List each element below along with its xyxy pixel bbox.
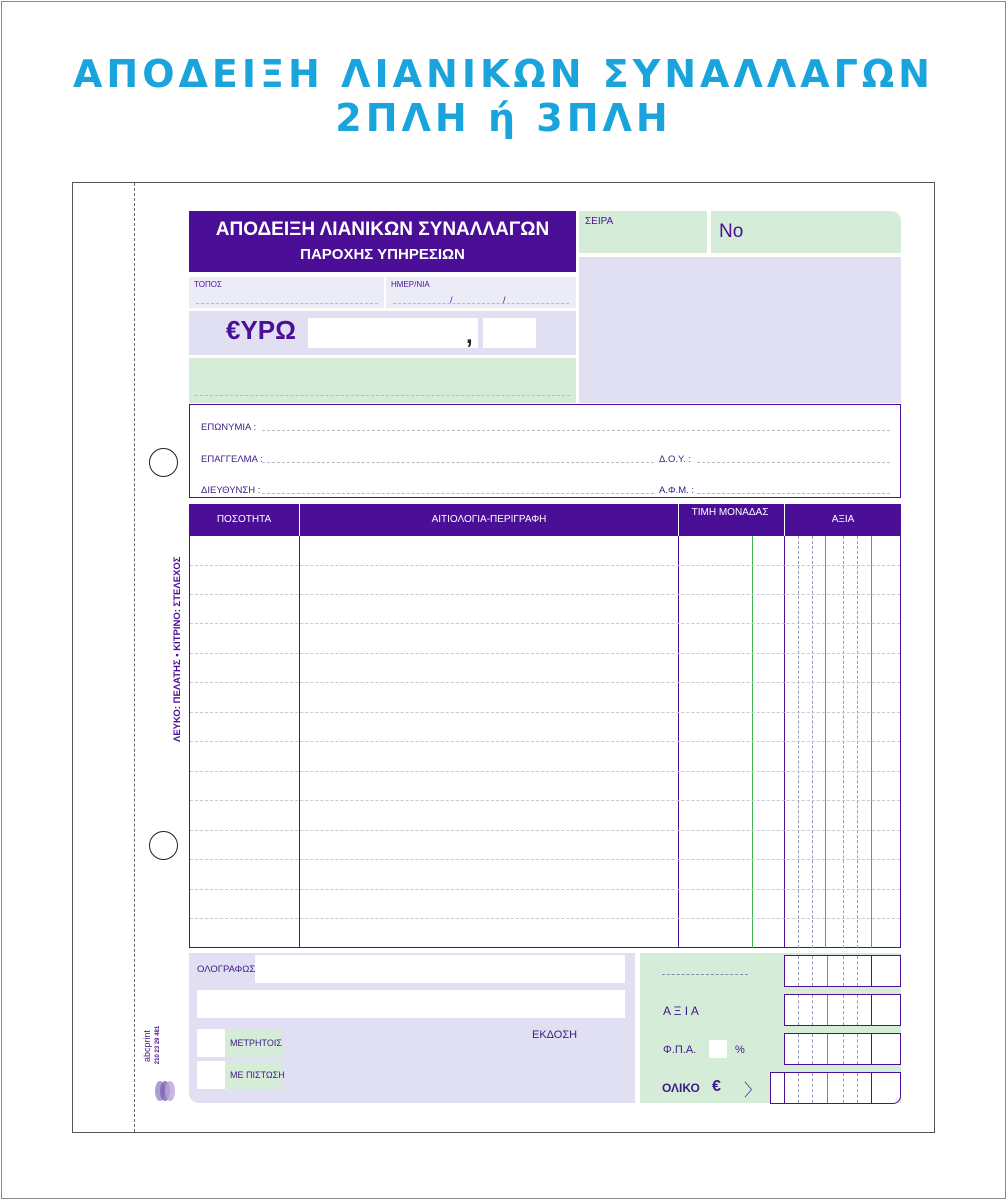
totals-dotted-line (662, 974, 748, 975)
dieythynsi-label: ΔΙΕΥΘΥΝΣΗ : (201, 485, 261, 496)
printer-logo-icon (152, 1080, 178, 1102)
total-label: ΟΛΙΚΟ (662, 1081, 700, 1095)
binder-hole-bottom (149, 831, 178, 860)
total-dash-3 (843, 1073, 844, 1103)
customer-block (189, 404, 901, 498)
vat-cents-divider (871, 1034, 872, 1064)
epaggelma-label: ΕΠΑΓΓΕΛΜΑ : (201, 454, 263, 465)
subtotal-green-divider (827, 956, 828, 986)
vat-dash-1 (798, 1034, 799, 1064)
subtotal-dash-3 (843, 956, 844, 986)
amount-words-dotted-line (195, 395, 570, 396)
currency-label: €ΥΡΩ (226, 315, 296, 345)
table-row (190, 859, 900, 860)
series-label: ΣΕΙΡΑ (585, 216, 614, 227)
col-divider-3 (784, 536, 785, 948)
issue-label: ΕΚΔΟΣΗ (532, 1029, 578, 1041)
date-separator-2: / (503, 295, 506, 305)
total-euro-sign: € (712, 1078, 721, 1095)
subtotal-dash-2 (812, 956, 813, 986)
total-cents-divider (871, 1073, 872, 1103)
cash-checkbox[interactable] (197, 1029, 225, 1057)
vat-dash-2 (812, 1034, 813, 1064)
number-label: No (719, 221, 744, 242)
value-dash-4 (857, 536, 858, 948)
table-row (190, 653, 900, 654)
value-label: Α Ξ Ι Α (663, 1004, 699, 1018)
ologrofos-input-1[interactable] (255, 955, 625, 983)
vat-percent-sign: % (735, 1044, 745, 1056)
stamp-area (579, 257, 901, 403)
value-green-divider (827, 995, 828, 1025)
total-dash-4 (857, 1073, 858, 1103)
dieythynsi-line[interactable] (262, 493, 654, 494)
table-row (190, 830, 900, 831)
items-table-body[interactable] (189, 536, 901, 948)
vat-green-divider (827, 1034, 828, 1064)
table-row (190, 623, 900, 624)
perforation-line (134, 183, 135, 1132)
amount-words-field[interactable] (189, 358, 576, 403)
table-row (190, 712, 900, 713)
ologrofos-input-2[interactable] (197, 990, 625, 1018)
header-divider-1 (299, 504, 300, 536)
place-dotted-line (196, 303, 378, 304)
header-divider-2 (678, 504, 679, 536)
vat-label: Φ.Π.Α. (663, 1044, 697, 1056)
total-box[interactable] (770, 1072, 901, 1104)
header-value: ΑΞΙΑ (831, 514, 855, 525)
value-dash-4 (857, 995, 858, 1025)
value-divider-green-2 (871, 536, 872, 948)
header-description: ΑΙΤΙΟΛΟΓΙΑ-ΠΕΡΙΓΡΑΦΗ (431, 514, 547, 525)
table-row (190, 889, 900, 890)
subtotal-cents-divider (871, 956, 872, 986)
eponymia-line[interactable] (262, 430, 890, 431)
total-green-divider (827, 1073, 828, 1103)
vat-dash-4 (857, 1034, 858, 1064)
date-label: ΗΜΕΡ/ΝΙΑ (391, 280, 430, 289)
table-row (190, 918, 900, 919)
value-cents-divider (871, 995, 872, 1025)
cash-label: ΜΕΤΡΗΤΟΙΣ (230, 1038, 282, 1048)
doy-label: Δ.Ο.Υ. : (659, 454, 692, 465)
total-dash-2 (812, 1073, 813, 1103)
banner-title-line2: 2ΠΛΗ ή 3ΠΛΗ (335, 96, 672, 140)
credit-checkbox[interactable] (197, 1061, 225, 1089)
table-row (190, 682, 900, 683)
vat-rate-input[interactable] (709, 1040, 727, 1058)
date-dotted-line (393, 303, 569, 304)
value-dash-1 (798, 536, 799, 948)
value-dash-3 (843, 536, 844, 948)
afm-line[interactable] (697, 493, 890, 494)
epaggelma-line[interactable] (262, 462, 654, 463)
cents-divider-price (752, 536, 753, 948)
table-row (190, 771, 900, 772)
binder-hole-top (149, 448, 178, 477)
total-arrow-icon: 〉 (744, 1081, 761, 1100)
form-header-line1: ΑΠΟΔΕΙΞΗ ΛΙΑΝΙΚΩΝ ΣΥΝΑΛΛΑΓΩΝ (215, 219, 550, 240)
doy-line[interactable] (697, 462, 890, 463)
header-quantity: ΠΟΣΟΤΗΤΑ (216, 514, 272, 525)
subtotal-dash-1 (798, 956, 799, 986)
header-unit-price: ΤΙΜΗ ΜΟΝΑΔΑΣ (691, 507, 769, 518)
value-divider-green-1 (825, 536, 826, 948)
printer-phone: 210 23 29 481 (155, 1025, 161, 1065)
table-row (190, 800, 900, 801)
total-dash-1 (798, 1073, 799, 1103)
table-row (190, 565, 900, 566)
decimal-comma: , (466, 322, 473, 349)
col-divider-2 (678, 536, 679, 948)
value-dash-2 (812, 536, 813, 948)
banner-title-line1: ΑΠΟΔΕΙΞΗ ΛΙΑΝΙΚΩΝ ΣΥΝΑΛΛΑΓΩΝ (73, 52, 934, 96)
table-row (190, 741, 900, 742)
value-dash-1 (798, 995, 799, 1025)
total-divider-1 (784, 1073, 785, 1103)
value-dash-3 (843, 995, 844, 1025)
ologrofos-label: ΟΛΟΓΡΑΦΩΣ (197, 964, 256, 975)
afm-label: Α.Φ.Μ. : (659, 485, 695, 496)
amount-integer-input[interactable] (308, 318, 478, 348)
credit-label: ΜΕ ΠΙΣΤΩΣΗ (230, 1070, 285, 1080)
subtotal-dash-4 (857, 956, 858, 986)
value-dash-2 (812, 995, 813, 1025)
form-header-line2: ΠΑΡΟΧΗΣ ΥΠΗΡΕΣΙΩΝ (300, 246, 465, 263)
date-separator-1: / (450, 295, 453, 305)
copy-legend: ΛΕΥΚΟ: ΠΕΛΑΤΗΣ • ΚΙΤΡΙΝΟ: ΣΤΕΛΕΧΟΣ (172, 556, 183, 742)
printer-brand: abcprint (142, 1029, 152, 1063)
header-divider-3 (784, 504, 785, 536)
vat-dash-3 (843, 1034, 844, 1064)
place-label: ΤΟΠΟΣ (194, 280, 222, 289)
eponymia-label: ΕΠΩΝΥΜΙΑ : (201, 422, 257, 433)
col-divider-1 (299, 536, 300, 948)
table-row (190, 594, 900, 595)
amount-decimal-input[interactable] (483, 318, 536, 348)
